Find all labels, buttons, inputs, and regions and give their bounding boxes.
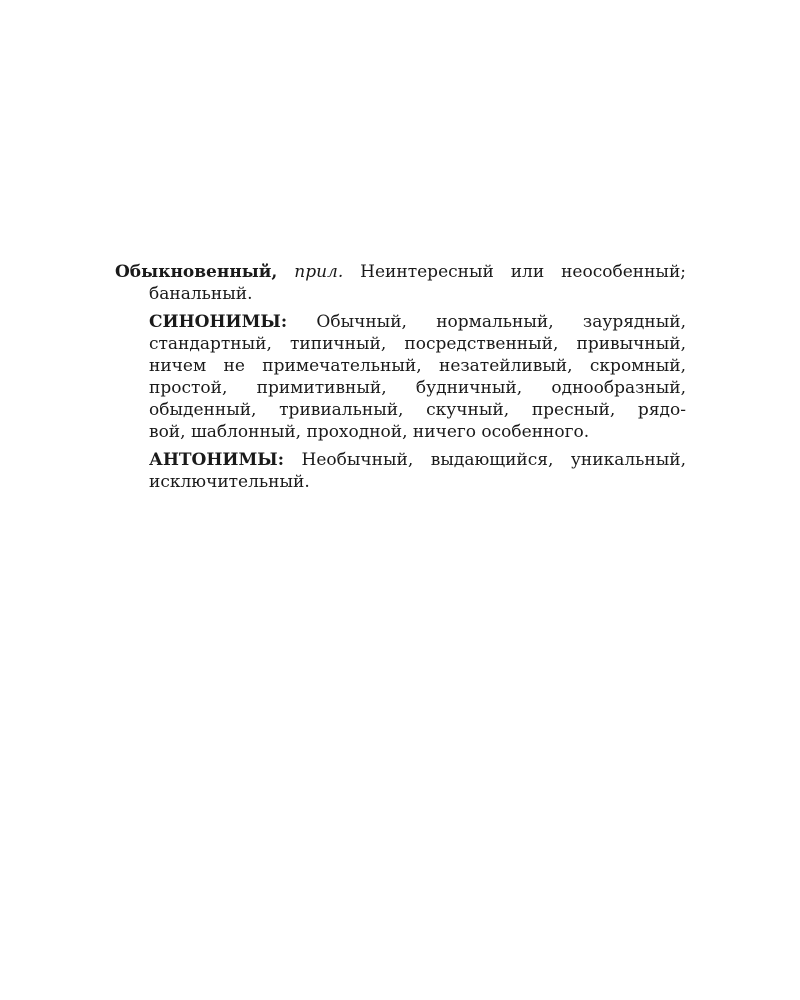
synonyms-block — [115, 311, 686, 443]
headword: Обыкновенный, — [115, 262, 278, 282]
synonyms-line-5: обыденный, тривиальный, скучный, пресный, рядо- — [149, 400, 686, 420]
antonyms-block — [115, 449, 686, 493]
part-of-speech: прил. — [294, 262, 344, 282]
dictionary-entry — [115, 261, 686, 493]
definition-line-1: Неинтересный или неособенный; — [360, 262, 687, 282]
synonyms-line-4: простой, примитивный, будничный, однообразный, — [149, 378, 686, 398]
synonyms-text-1: Обычный, нормальный, заурядный, — [316, 312, 686, 332]
antonyms-line-1 — [149, 449, 686, 471]
antonyms-text-1: Необычный, выдающийся, уникальный, — [301, 450, 686, 470]
antonyms-label: АНТОНИМЫ: — [149, 450, 285, 470]
synonyms-label: СИНОНИМЫ: — [149, 312, 288, 332]
antonyms-line-2: исключительный. — [149, 472, 310, 492]
entry-first-line — [115, 261, 686, 283]
synonyms-line-3: ничем не примечательный, незатейливый, скромный, — [149, 356, 686, 376]
synonyms-line-1 — [149, 311, 686, 333]
synonyms-line-2: стандартный, типичный, посредственный, привычный, — [149, 334, 686, 354]
definition-line-2: банальный. — [149, 284, 253, 304]
synonyms-line-6: вой, шаблонный, проходной, ничего особенного. — [149, 422, 590, 442]
